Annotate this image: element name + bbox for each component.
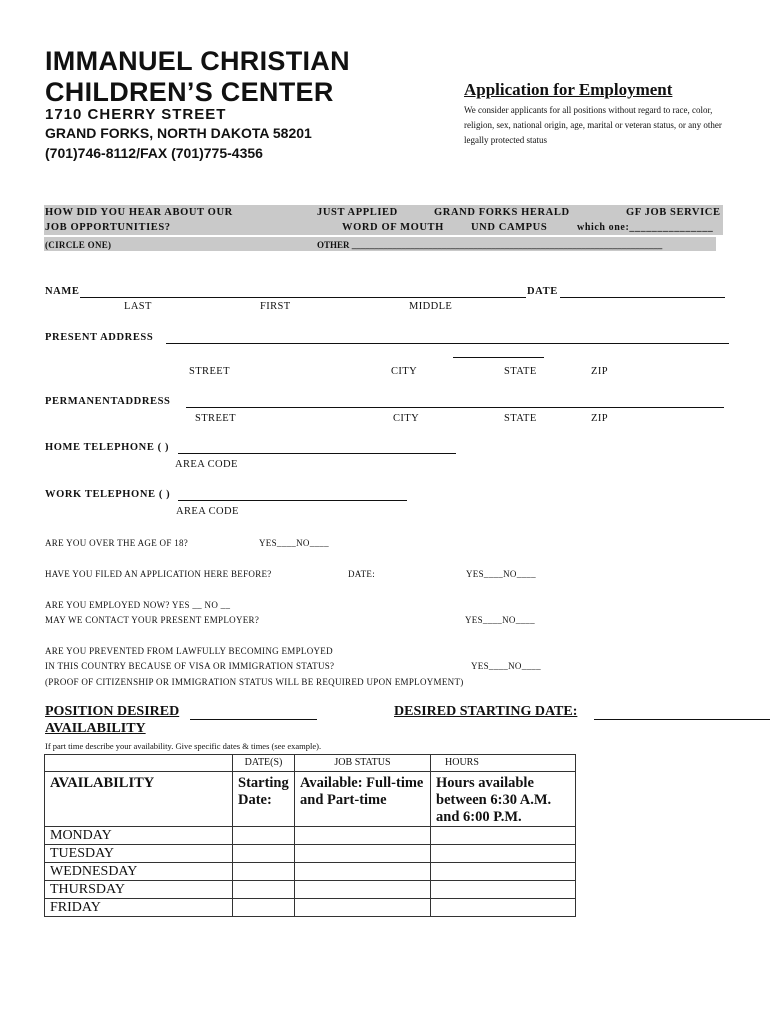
permanent-street-caption: STREET (195, 413, 236, 424)
org-street: 1710 CHERRY STREET (45, 106, 227, 123)
thursday-dates-cell[interactable] (233, 881, 295, 899)
friday-status-cell[interactable] (295, 899, 431, 917)
name-label: NAME (45, 286, 80, 297)
table-row (45, 845, 576, 863)
thursday-hours-cell[interactable] (431, 881, 576, 899)
middle-name-caption: MIDDLE (409, 301, 453, 312)
day-tuesday: TUESDAY (45, 845, 233, 863)
permanent-address-label: PERMANENTADDRESS (45, 396, 171, 407)
filed-before-question: HAVE YOU FILED AN APPLICATION HERE BEFORE? (45, 569, 272, 579)
table-row (45, 827, 576, 845)
contact-yes-no[interactable]: YES____NO____ (465, 615, 535, 625)
present-address-field[interactable] (166, 343, 729, 344)
und-campus-which-one-field[interactable]: which one:_______________ (577, 222, 714, 233)
age-question: ARE YOU OVER THE AGE OF 18? (45, 538, 189, 548)
date-label: DATE (527, 286, 558, 297)
wednesday-dates-cell[interactable] (233, 863, 295, 881)
first-name-caption: FIRST (260, 301, 291, 312)
friday-hours-cell[interactable] (431, 899, 576, 917)
present-address-extra-line[interactable] (453, 357, 544, 358)
permanent-state-caption: STATE (504, 413, 537, 424)
table-header-dates: DATE(S) (233, 755, 295, 772)
tuesday-status-cell[interactable] (295, 845, 431, 863)
filed-yes-no[interactable]: YES____NO____ (466, 569, 536, 579)
present-address-label: PRESENT ADDRESS (45, 332, 154, 343)
permanent-city-caption: CITY (393, 413, 420, 424)
employed-now-question[interactable]: ARE YOU EMPLOYED NOW? YES __ NO __ (45, 600, 231, 610)
monday-hours-cell[interactable] (431, 827, 576, 845)
present-street-caption: STREET (189, 366, 230, 377)
org-name-line1: IMMANUEL CHRISTIAN (45, 46, 350, 76)
table-header-hours: HOURS (431, 755, 576, 772)
starting-date-field[interactable] (594, 719, 770, 720)
option-word-of-mouth[interactable]: WORD OF MOUTH (342, 222, 444, 233)
monday-dates-cell[interactable] (233, 827, 295, 845)
availability-note: If part time describe your availability. Give specific dates & times (see example). (45, 741, 322, 751)
tuesday-dates-cell[interactable] (233, 845, 295, 863)
visa-proof-note: (PROOF OF CITIZENSHIP OR IMMIGRATION STATUS WILL BE REQUIRED UPON EMPLOYMENT) (45, 677, 464, 687)
name-field[interactable] (80, 297, 526, 298)
table-row (45, 881, 576, 899)
last-name-caption: LAST (124, 301, 152, 312)
home-telephone-field[interactable] (178, 453, 456, 454)
present-city-caption: CITY (391, 366, 418, 377)
circle-one-note: (CIRCLE ONE) (45, 240, 112, 250)
example-availability-label: AVAILABILITY (45, 772, 233, 827)
contact-employer-question: MAY WE CONTACT YOUR PRESENT EMPLOYER? (45, 615, 260, 625)
nondiscrimination-statement: We consider applicants for all positions without regard to race, color, religion, sex, national origin, age, marital or veteran status, or any other legally protected status (464, 105, 722, 145)
option-just-applied[interactable]: JUST APPLIED (317, 207, 398, 218)
thursday-status-cell[interactable] (295, 881, 431, 899)
friday-dates-cell[interactable] (233, 899, 295, 917)
day-wednesday: WEDNESDAY (45, 863, 233, 881)
age-yes-no[interactable]: YES____NO____ (259, 538, 329, 548)
permanent-zip-caption: ZIP (591, 413, 608, 424)
home-area-code-caption: AREA CODE (175, 459, 238, 470)
table-header-blank (45, 755, 233, 772)
visa-question-line2: IN THIS COUNTRY BECAUSE OF VISA OR IMMIGRATION STATUS? (45, 661, 335, 671)
option-und-campus[interactable]: UND CAMPUS (471, 222, 548, 233)
filed-date-label[interactable]: DATE: (348, 569, 375, 579)
table-row (45, 863, 576, 881)
date-field[interactable] (560, 297, 725, 298)
home-telephone-label: HOME TELEPHONE ( ) (45, 442, 170, 453)
present-zip-caption: ZIP (591, 366, 608, 377)
availability-table (44, 754, 576, 917)
work-telephone-label: WORK TELEPHONE ( ) (45, 489, 171, 500)
option-other-field[interactable]: OTHER _____________________________________________________________________ (317, 240, 663, 250)
present-state-caption: STATE (504, 366, 537, 377)
tuesday-hours-cell[interactable] (431, 845, 576, 863)
org-city: GRAND FORKS, NORTH DAKOTA 58201 (45, 125, 312, 141)
option-gf-job-service[interactable]: GF JOB SERVICE (626, 207, 721, 218)
availability-heading: AVAILABILITY (45, 721, 146, 736)
day-monday: MONDAY (45, 827, 233, 845)
position-desired-field[interactable] (190, 719, 317, 720)
table-row (45, 899, 576, 917)
example-hours: Hours available between 6:30 A.M. and 6:00 P.M. (431, 772, 576, 827)
wednesday-hours-cell[interactable] (431, 863, 576, 881)
hear-question-line1: HOW DID YOU HEAR ABOUT OUR (45, 207, 233, 218)
example-job-status: Available: Full-time and Part-time (295, 772, 431, 827)
permanent-address-field[interactable] (186, 407, 724, 408)
monday-status-cell[interactable] (295, 827, 431, 845)
visa-question-line1: ARE YOU PREVENTED FROM LAWFULLY BECOMING EMPLOYED (45, 646, 333, 656)
page-title: Application for Employment (464, 80, 673, 99)
example-starting-date: Starting Date: (233, 772, 295, 827)
wednesday-status-cell[interactable] (295, 863, 431, 881)
work-area-code-caption: AREA CODE (176, 506, 239, 517)
work-telephone-field[interactable] (178, 500, 407, 501)
day-thursday: THURSDAY (45, 881, 233, 899)
visa-yes-no[interactable]: YES____NO____ (471, 661, 541, 671)
hear-question-line2: JOB OPPORTUNITIES? (45, 222, 171, 233)
org-name-line2: CHILDREN’S CENTER (45, 77, 334, 107)
day-friday: FRIDAY (45, 899, 233, 917)
org-phone: (701)746-8112/FAX (701)775-4356 (45, 145, 263, 161)
starting-date-label: DESIRED STARTING DATE: (394, 704, 578, 719)
option-grand-forks-herald[interactable]: GRAND FORKS HERALD (434, 207, 570, 218)
position-desired-label: POSITION DESIRED (45, 704, 180, 719)
table-header-job-status: JOB STATUS (295, 755, 431, 772)
